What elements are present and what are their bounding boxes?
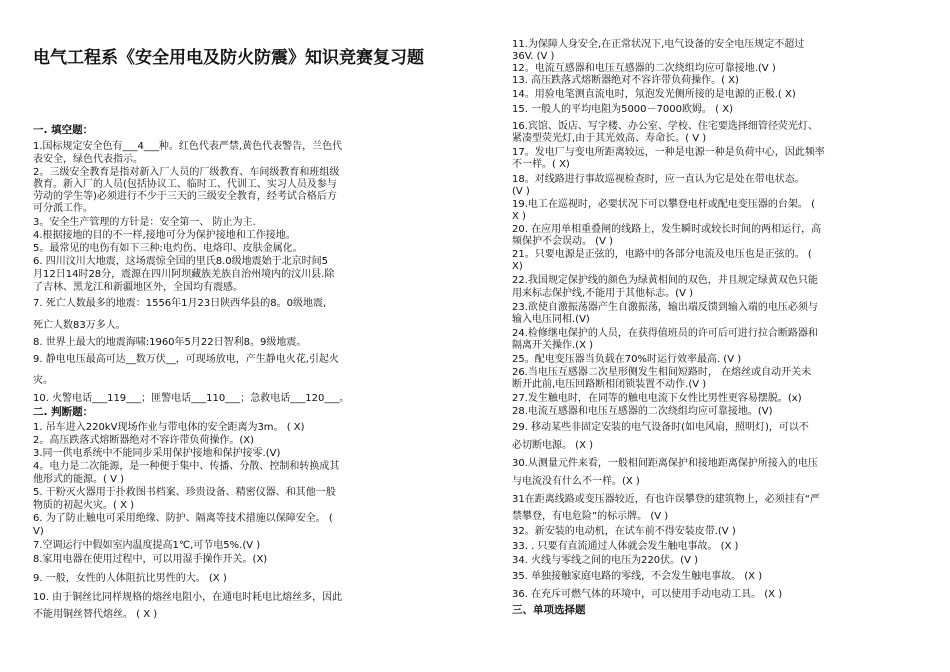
text-line: 10. 由于铜丝比同样规格的熔丝电阻小，在通电时耗电比熔丝多，因此 — [33, 592, 343, 603]
text-line: 27.发生触电时，在同等的触电电流下女性比男性更容易摆脱。(x) — [512, 393, 802, 404]
text-line: X) — [512, 261, 523, 272]
text-line: 7.空调运行中假如室内温度提高1℃,可节电5%.(V ) — [33, 540, 261, 551]
text-line: 36. 在充斥可燃气体的环境中，可以使用手动电动工具。 (X ) — [512, 589, 783, 600]
text-line: 31在距离线路或变压器较近，有也许误攀登的建筑物上，必须挂有“严 — [512, 494, 820, 505]
text-line: 灾。 — [33, 375, 53, 386]
text-line: (V ) — [512, 186, 530, 197]
text-line: 断开此前,电压回路断相闭锁装置不动作.(V ) — [512, 379, 707, 390]
text-line: 25。配电变压器当负载在70%时运行效率最高. (V ) — [512, 354, 742, 365]
text-line: 4。电力是二次能源，是一种便于集中、传播、分散、控制和转换成其 — [33, 461, 340, 472]
text-line: 8.家用电器在使用过程中，可以用湿手操作开关。(X) — [33, 554, 268, 565]
text-line: 23.欲使自激振荡器产生自激振荡，输出端反馈到输入端的电压必须与 — [512, 302, 818, 313]
text-line: 输入电压同相.(V) — [512, 314, 590, 325]
text-line: V) — [33, 526, 44, 537]
page-title: 电气工程系《安全用电及防火防震》知识竞赛复习题 — [33, 48, 424, 68]
text-line: 隔离开关操作.(X ) — [512, 340, 594, 351]
text-line: 2。三级安全教育是指对新入厂人员的厂级教育、车间级教育和班组级 — [33, 167, 340, 178]
text-line: 5。最常见的电伤有如下三种:电灼伤、电烙印、皮肤金属化。 — [33, 243, 303, 254]
text-line: 用来标志保护线,不能用于其他标志。(V ) — [512, 288, 694, 299]
text-line: 不能用铜丝替代熔丝。 ( X ) — [33, 609, 158, 620]
text-line: 月12日14时28分，震源在四川阿坝藏族羌族自治州境内的汶川县.除 — [33, 269, 335, 280]
text-line: 9. 一般，女性的人体阻抗比男性的大。 (X ) — [33, 573, 227, 584]
text-line: X ) — [512, 211, 526, 222]
text-line: 32。新安装的电动机，在试车前不得安装皮带.(V ) — [512, 526, 736, 537]
text-line: 了吉林、黑龙江和新疆地区外，全国均有震感。 — [33, 282, 243, 293]
text-line: 可分派工作。 — [33, 203, 93, 214]
text-line: 紧凑型荧光灯,由于其光效高、寿命长。( V ) — [512, 133, 707, 144]
text-line: 20. 在应用单相重叠闸的线路上，发生瞬时或较长时间的两相运行，高 — [512, 224, 822, 235]
text-line: 8. 世界上最大的地震海啸:1960年5月22日智利8。9级地震。 — [33, 337, 307, 348]
text-line: 必切断电源。 (X ) — [512, 440, 594, 451]
text-line: 5. 干粉灭火器用于扑救图书档案、珍贵设备、精密仪器、和其他一般 — [33, 487, 336, 498]
text-line: 17。发电厂与变电所距离较远，一种是电源一种是负荷中心，因此频率 — [512, 147, 825, 158]
text-line: 21。只要电源是正弦的，电路中的各部分电流及电压也是正弦的。 ( — [512, 249, 812, 260]
text-line: 7. 死亡人数最多的地震：1556年1月23日陕西华县的8。0级地震, — [33, 298, 327, 309]
text-line: 不一样。( X) — [512, 159, 570, 170]
text-line: 13. 高压跌落式熔断器绝对不容许带负荷操作。( X) — [512, 75, 739, 86]
text-line: 10. 火警电话___119___；匪警电话___110___；急救电话___120___。 — [33, 393, 350, 404]
text-line: 6. 四川汶川大地震，这场震惊全国的里氏8.0级地震始于北京时间5 — [33, 256, 328, 267]
text-line: 34. 火线与零线之间的电压为220伏。(V ) — [512, 555, 698, 566]
text-line: 4.根据接地的目的不一样,接地可分为保护接地和工作接地。 — [33, 230, 296, 241]
text-line: 11.为保障人身安全,在正常状况下,电气设备的安全电压规定不超过 — [512, 39, 805, 50]
text-line: 1.国标规定安全色有___4___种。红色代表严禁,黄色代表警告，兰色代 — [33, 141, 343, 152]
text-line: 28.电流互感器和电压互感器的二次绕组均应可靠接地。(V) — [512, 406, 773, 417]
text-line: 16.宾馆、饭店、写字楼、办公室、学校、住宅要选择细管径荧光灯、 — [512, 121, 818, 132]
text-line: 26.当电压互感器二次星形侧发生相间短路时， 在熔丝或自动开关未 — [512, 367, 812, 378]
text-line: 15. 一般人的平均电阻为5000－7000欧姆。 ( X) — [512, 104, 733, 115]
text-line: 33. . 只要有直流通过人体就会发生触电事故。 (X ) — [512, 541, 739, 552]
text-line: 6. 为了防止触电可采用绝缘、防护、隔离等技术措施以保障安全。 ( — [33, 513, 333, 524]
text-line: 与电流没有什么不一样。(X ) — [512, 476, 640, 487]
text-line: 29. 移动某些非固定安装的电气设备时(如电风扇，照明灯)，可以不 — [512, 422, 809, 433]
text-line: 3.同一供电系统中不能同步采用保护接地和保护接零.(V) — [33, 448, 281, 459]
text-line: 物质的初起火灾。( X ) — [33, 500, 135, 511]
text-line: 2。高压跌落式熔断器绝对不容许带负荷操作。(X) — [33, 435, 255, 446]
text-line: 30.从测量元件来看，一般相间距离保护和接地距离保护所接入的电压 — [512, 458, 818, 469]
text-line: 教育。新入厂的人员(包括协议工、临时工、代训工、实习人员及参与 — [33, 179, 337, 190]
section-single-choice-heading: 三、单项选择题 — [512, 604, 586, 616]
section-true-false-heading: 二. 判断题： — [33, 406, 94, 418]
text-line: 24.检修继电保护的人员，在获得值班员的许可后可进行拉合断路器和 — [512, 328, 818, 339]
text-line: 22.我国规定保护线的颜色为绿黄相间的双色，并且规定绿黄双色只能 — [512, 275, 818, 286]
text-line: 频保护不会误动。 (V ) — [512, 236, 614, 247]
text-line: 18。对线路进行事故巡视检查时，应一直认为它是处在带电状态。 — [512, 174, 805, 185]
text-line: 14。用验电笔测直流电时，氖泡发光侧所接的是电源的正极.( X) — [512, 89, 796, 100]
text-line: 死亡人数83万多人。 — [33, 320, 126, 331]
text-line: 他形式的能源。( V ) — [33, 474, 125, 485]
text-line: 35. 单独接触家庭电路的零线，不会发生触电事故。 (X ) — [512, 571, 763, 582]
text-line: 3。安全生产管理的方针是：安全第一、 防止为主. — [33, 217, 256, 228]
text-line: 劳动的学生等)必须进行不少于三天的三级安全教育，经考试合格后方 — [33, 191, 337, 202]
text-line: 36V. (V ) — [512, 51, 555, 62]
text-line: 12。电流互感器和电压互感器的二次绕组均应可靠接地.(V ) — [512, 63, 776, 74]
text-line: 1. 吊车进入220kV现场作业与带电体的安全距离为3m。 ( X) — [33, 422, 305, 433]
section-fill-blank-heading: 一. 填空题： — [33, 124, 94, 136]
text-line: 表安全，绿色代表指示。 — [33, 154, 143, 165]
text-line: 19.电工在巡视时，必要状况下可以攀登电杆或配电变压器的台架。 ( — [512, 199, 815, 210]
text-line: 禁攀登，有电危险”的标示牌。 (V ) — [512, 511, 669, 522]
text-line: 9. 静电电压最高可达__数万伏__，可现场放电，产生静电火花,引起火 — [33, 354, 339, 365]
